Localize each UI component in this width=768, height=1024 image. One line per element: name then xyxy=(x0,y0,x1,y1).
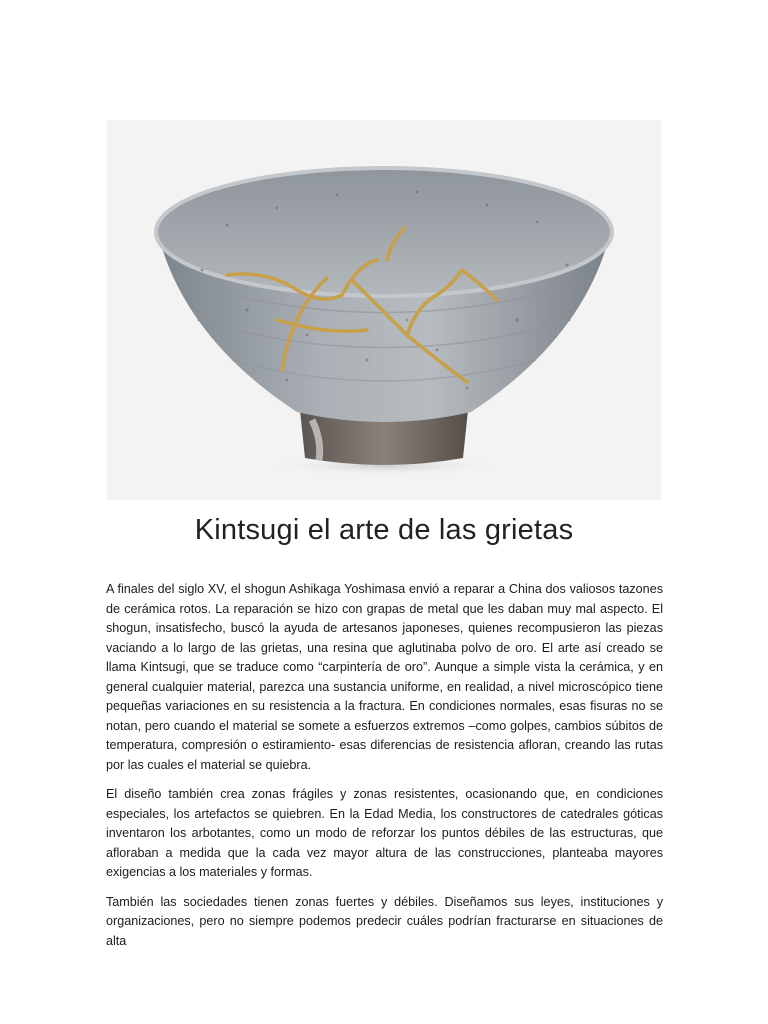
paragraph: También las sociedades tienen zonas fuertes y débiles. Diseñamos sus leyes, instituciones y organizaciones, pero no siempre podemos predecir cuáles podrían fracturarse en situaciones de alta xyxy=(106,894,663,948)
paragraph: El diseño también crea zonas frágiles y zonas resistentes, ocasionando que, en condiciones especiales, los artefactos se quiebren. En la Edad Media, los constructores de catedrales góticas inventaron los arbotantes, como un modo de reforzar los puntos débiles de las estructuras, que afloraban a medida que la cada vez mayor altura de las construcciones, planteaba mayores exigencias a los materiales y formas. xyxy=(106,787,663,879)
page-title: Kintsugi el arte de las grietas xyxy=(194,514,574,546)
paragraph: A finales del siglo XV, el shogun Ashikaga Yoshimasa envió a reparar a China dos valiosos tazones de cerámica rotos. La reparación se hizo con grapas de metal que les daban muy mal aspecto. El shogun, insatisfecho, buscó la ayuda de artesanos japoneses, quienes recompusieron las piezas vaciando a lo largo de las grietas, una resina que aglutinaba polvo de oro. El arte así creado se llama Kintsugi, que se traduce como “carpintería de oro”. Aunque a simple vista la cerámica, y en general cualquier material, parezca una sustancia uniforme, en realidad, a nivel microscópico tiene pequeñas variaciones en su resistencia a la fractura. En condiciones normales, esas fisuras no se notan, pero cuando el material se somete a esfuerzos extremos –como golpes, cambios súbitos de temperatura, compresión o estiramiento- esas diferencias de resistencia afloran, creando las rutas por las cuales el material se quiebra. xyxy=(106,582,663,772)
kintsugi-bowl-photo xyxy=(107,120,661,500)
article-body xyxy=(106,580,663,961)
